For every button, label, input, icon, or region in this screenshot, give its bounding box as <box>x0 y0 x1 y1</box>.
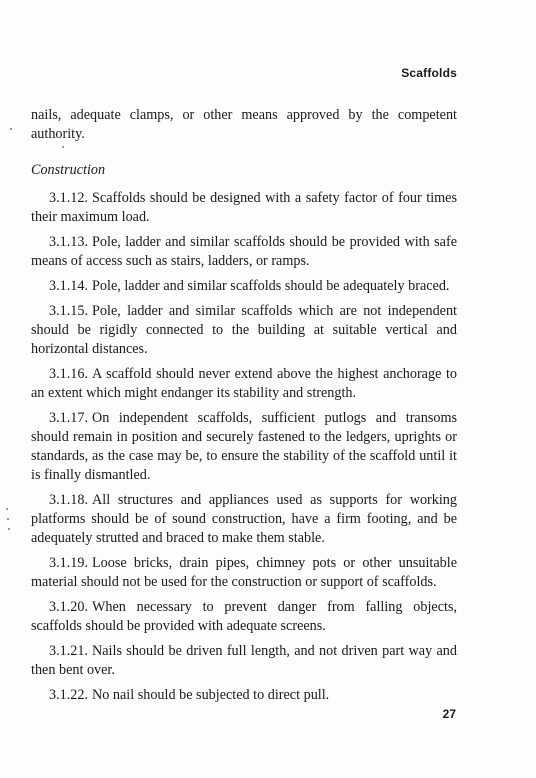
clause-paragraph <box>31 642 457 680</box>
clause-paragraph <box>31 365 457 403</box>
clause-number: 3.1.19. <box>49 555 89 571</box>
body-text <box>31 106 457 711</box>
clause-paragraph <box>31 302 457 359</box>
clause-text: When necessary to prevent danger from falling objects, scaffolds should be provided with adequate screens. <box>31 599 457 634</box>
paragraph-list <box>31 189 457 705</box>
page-number: 27 <box>442 707 456 721</box>
scan-speck <box>8 528 10 530</box>
clause-paragraph <box>31 554 457 592</box>
clause-paragraph <box>31 598 457 636</box>
scan-speck <box>7 518 9 520</box>
scan-speck <box>6 508 8 510</box>
clause-paragraph <box>31 686 457 705</box>
clause-text: On independent scaffolds, sufficient putlogs and transoms should remain in position and securely fastened to the ledgers, uprights or standards, as the case may be, to ensure the stability of the scaffold until it is finally dismantled. <box>31 410 457 483</box>
clause-text: A scaffold should never extend above the highest anchorage to an extent which might endanger its stability and strength. <box>31 366 457 401</box>
clause-number: 3.1.13. <box>49 234 89 250</box>
clause-text: Pole, ladder and similar scaffolds should be provided with safe means of access such as stairs, ladders, or ramps. <box>31 234 457 269</box>
intro-paragraph: nails, adequate clamps, or other means approved by the competent authority. <box>31 107 457 142</box>
clause-text: Pole, ladder and similar scaffolds should be adequately braced. <box>92 278 450 294</box>
clause-number: 3.1.21. <box>49 643 89 659</box>
clause-text: Pole, ladder and similar scaffolds which are not independent should be rigidly connected to the building at suitable vertical and horizontal distances. <box>31 303 457 357</box>
clause-number: 3.1.20. <box>49 599 89 615</box>
scan-speck <box>62 146 64 148</box>
clause-text: Scaffolds should be designed with a safety factor of four times their maximum load. <box>31 190 457 225</box>
clause-number: 3.1.14. <box>49 278 89 294</box>
clause-paragraph <box>31 277 457 296</box>
section-heading: Construction <box>31 162 106 178</box>
clause-text: No nail should be subjected to direct pull. <box>92 687 330 703</box>
clause-number: 3.1.17. <box>49 410 89 426</box>
clause-text: Nails should be driven full length, and not driven part way and then bent over. <box>31 643 457 678</box>
scan-speck <box>10 128 12 130</box>
clause-text: All structures and appliances used as supports for working platforms should be of sound construction, have a firm footing, and be adequately strutted and braced to make them stable. <box>31 492 457 546</box>
clause-number: 3.1.18. <box>49 492 89 508</box>
running-header: Scaffolds <box>401 66 457 80</box>
clause-text: Loose bricks, drain pipes, chimney pots or other unsuitable material should not be used for the construction or support of scaffolds. <box>31 555 457 590</box>
clause-paragraph <box>31 409 457 485</box>
clause-number: 3.1.16. <box>49 366 89 382</box>
clause-number: 3.1.15. <box>49 303 89 319</box>
clause-number: 3.1.22. <box>49 687 89 703</box>
clause-paragraph <box>31 233 457 271</box>
clause-number: 3.1.12. <box>49 190 89 206</box>
clause-paragraph <box>31 491 457 548</box>
clause-paragraph <box>31 189 457 227</box>
